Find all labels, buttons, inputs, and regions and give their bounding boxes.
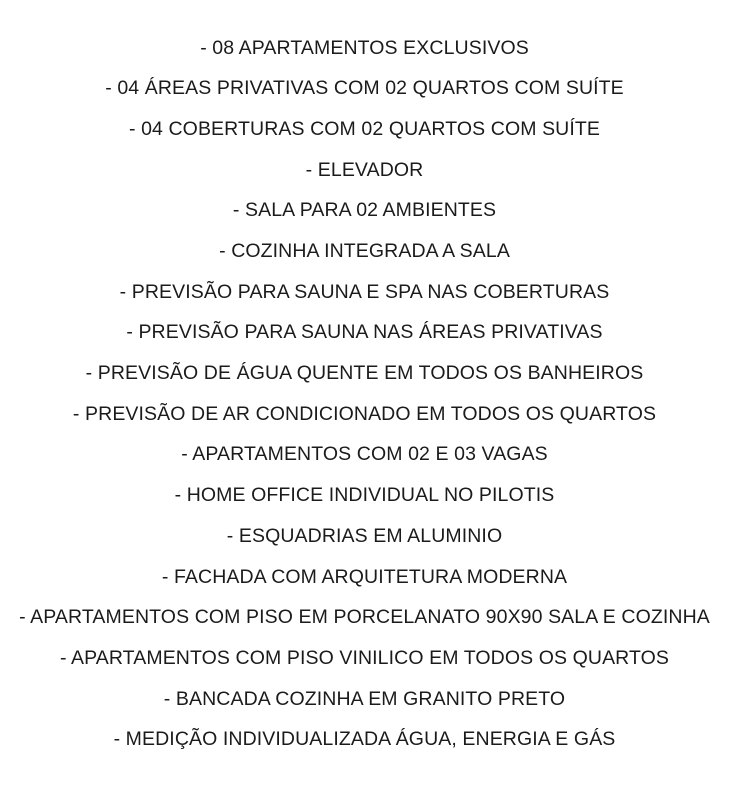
- feature-line: - 04 COBERTURAS COM 02 QUARTOS COM SUÍTE: [128, 117, 600, 140]
- feature-line: - MEDIÇÃO INDIVIDUALIZADA ÁGUA, ENERGIA E GÁS: [113, 728, 616, 751]
- feature-line: - ELEVADOR: [305, 158, 424, 181]
- feature-line: - PREVISÃO PARA SAUNA E SPA NAS COBERTURAS: [119, 280, 610, 303]
- feature-line: - HOME OFFICE INDIVIDUAL NO PILOTIS: [174, 484, 555, 507]
- feature-line: - PREVISÃO DE AR CONDICIONADO EM TODOS OS QUARTOS: [72, 402, 657, 425]
- feature-line: - SALA PARA 02 AMBIENTES: [232, 199, 497, 222]
- feature-line: - APARTAMENTOS COM 02 E 03 VAGAS: [181, 443, 548, 466]
- feature-line: - PREVISÃO DE ÁGUA QUENTE EM TODOS OS BANHEIROS: [85, 362, 644, 385]
- feature-line: - APARTAMENTOS COM PISO EM PORCELANATO 90X90 SALA E COZINHA: [19, 606, 710, 629]
- feature-line: - APARTAMENTOS COM PISO VINILICO EM TODOS OS QUARTOS: [59, 646, 670, 669]
- feature-line: - ESQUADRIAS EM ALUMINIO: [226, 524, 503, 547]
- feature-line: - BANCADA COZINHA EM GRANITO PRETO: [163, 687, 566, 710]
- feature-line: - 04 ÁREAS PRIVATIVAS COM 02 QUARTOS COM SUÍTE: [105, 77, 624, 100]
- feature-line: - FACHADA COM ARQUITETURA MODERNA: [161, 565, 568, 588]
- feature-line: - COZINHA INTEGRADA A SALA: [219, 240, 510, 263]
- feature-line: - 08 APARTAMENTOS EXCLUSIVOS: [200, 36, 529, 59]
- feature-line: - PREVISÃO PARA SAUNA NAS ÁREAS PRIVATIVAS: [126, 321, 603, 344]
